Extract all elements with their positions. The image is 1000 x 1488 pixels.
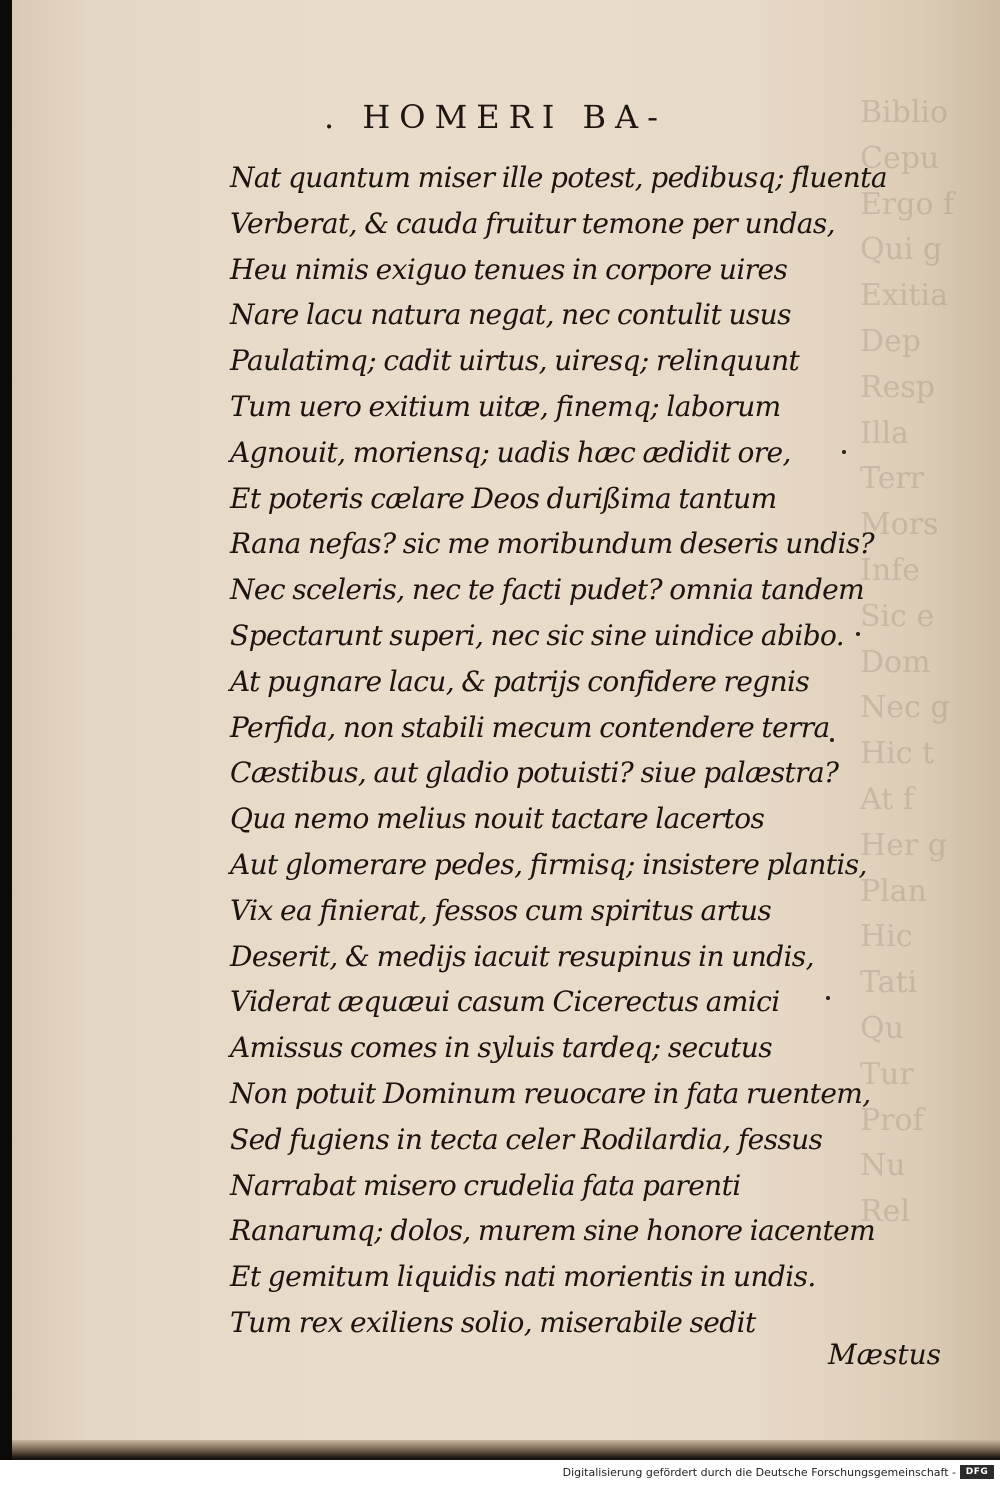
bleed-line: Exitia: [860, 278, 948, 314]
bleed-line: Nu: [860, 1148, 906, 1184]
verse-line: Rana nefas? sic me moribundum deseris undis?: [230, 527, 875, 561]
verse-line: Nat quantum miser ille potest, pedibusq; fluenta: [230, 161, 887, 194]
bleed-line: Nec g: [860, 690, 950, 726]
verse-line: Amissus comes in syluis tardeq; secutus: [230, 1031, 772, 1065]
bleed-line: Dep: [860, 323, 922, 359]
footer-credit: Digitalisierung gefördert durch die Deutsche Forschungsgemeinschaft -: [562, 1466, 956, 1479]
verse-line: Verberat, & cauda fruitur temone per undas,: [230, 206, 835, 240]
verse-line: Non potuit Dominum reuocare in fata ruentem,: [230, 1076, 871, 1110]
bleed-line: Tur: [860, 1056, 914, 1092]
bleed-line: Prof: [860, 1102, 924, 1138]
verse-line: Agnouit, moriensq; uadis hæc ædidit ore,: [230, 435, 791, 469]
bleed-line: Dom: [860, 644, 931, 680]
verse-line: Tum uero exitium uitæ, finemq; laborum: [230, 389, 781, 423]
page-bottom-edge: [12, 1440, 1000, 1458]
bleed-line: Plan: [860, 873, 927, 909]
bleed-line: Cepu: [860, 140, 940, 176]
margin-dot: [826, 996, 830, 1000]
bleed-line: At f: [860, 781, 914, 817]
verse-line: Sed fugiens in tecta celer Rodilardia, fessus: [230, 1122, 823, 1156]
verse-line: Qua nemo melius nouit tactare lacertos: [230, 802, 765, 836]
verse-line: Vix ea finierat, fessos cum spiritus artus: [230, 893, 772, 927]
verse-line: At pugnare lacu, & patrijs confidere regnis: [230, 664, 810, 698]
verse-line: Paulatimq; cadit uirtus, uiresq; relinquunt: [230, 344, 800, 378]
verse-line: Deserit, & medijs iacuit resupinus in undis,: [230, 939, 814, 973]
margin-dot: [856, 632, 860, 636]
facing-page-bleed-through: [860, 90, 990, 1230]
bleed-line: Ergo f: [860, 186, 955, 222]
catchword: Mæstus: [828, 1338, 942, 1371]
bleed-line: Tati: [860, 965, 918, 1001]
book-gutter-shadow: [0, 0, 12, 1460]
verse-line: Narrabat misero crudelia fata parenti: [230, 1168, 741, 1202]
bleed-line: Mors: [860, 507, 939, 543]
bleed-line: Hic: [860, 919, 913, 955]
verse-line: Tum rex exiliens solio, miserabile sedit: [230, 1305, 756, 1339]
bleed-line: Sic e: [860, 598, 935, 634]
bleed-line: Hic t: [860, 736, 935, 772]
bleed-line: Qu: [860, 1010, 904, 1046]
verse-line: Spectarunt superi, nec sic sine uindice abibo.: [230, 618, 845, 652]
verse-line: Cæstibus, aut gladio potuisti? siue palæstra?: [230, 756, 839, 790]
verse-line: Viderat æquæui casum Cicerectus amici: [230, 985, 780, 1019]
running-head: . HOMERI BA-: [324, 98, 667, 136]
bleed-line: Her g: [860, 827, 947, 863]
bleed-line: Illa: [860, 415, 909, 451]
verse-line: Nare lacu natura negat, nec contulit usus: [230, 298, 791, 332]
bleed-line: Infe: [860, 552, 921, 588]
margin-dot: [830, 738, 834, 742]
bleed-line: Rel: [860, 1194, 910, 1230]
margin-dot: [842, 450, 846, 454]
dfg-logo: DFG: [960, 1465, 994, 1479]
bleed-line: Resp: [860, 369, 935, 405]
bleed-line: Qui g: [860, 232, 943, 268]
verse-line: Heu nimis exiguo tenues in corpore uires: [230, 252, 788, 286]
verse-line: Nec sceleris, nec te facti pudet? omnia tandem: [230, 573, 865, 607]
verse-line: Et gemitum liquidis nati morientis in undis.: [230, 1260, 816, 1294]
bleed-line: Biblio: [860, 95, 949, 130]
verse-line: Aut glomerare pedes, firmisq; insistere plantis,: [230, 847, 867, 881]
verse-line: Ranarumq; dolos, murem sine honore iacentem: [230, 1214, 876, 1248]
bleed-line: Terr: [860, 461, 925, 497]
verse-line: Et poteris cælare Deos durißima tantum: [230, 481, 777, 515]
verse-line: Perfida, non stabili mecum contendere terra: [230, 710, 830, 744]
